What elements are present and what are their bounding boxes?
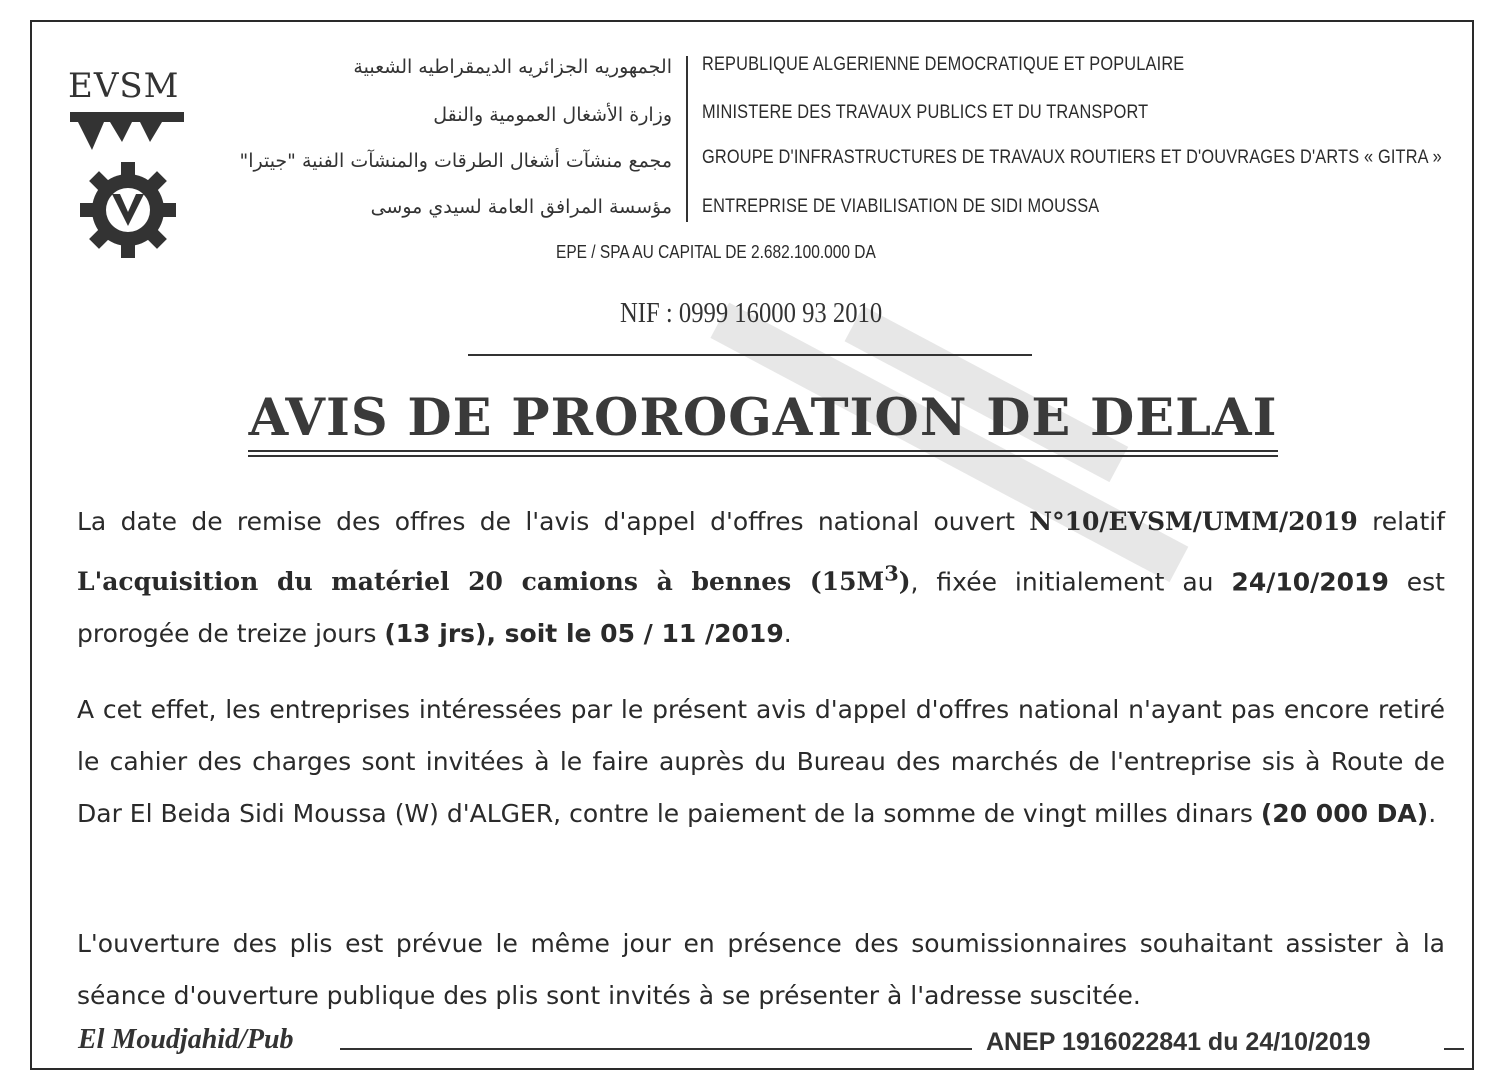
title-underline <box>248 450 1278 452</box>
header-french-line: ENTREPRISE DE VIABILISATION DE SIDI MOUSSA <box>702 196 1100 217</box>
tender-reference: N°10/EVSM/UMM/2019 <box>1029 507 1358 536</box>
fee-amount: (20 000 DA) <box>1260 799 1429 828</box>
title-underline <box>248 455 1278 457</box>
paragraph-deadline <box>77 496 1445 660</box>
paragraph-text: , fixée initialement au <box>910 567 1232 597</box>
tax-id: NIF : 0999 16000 93 2010 <box>620 298 883 329</box>
notice-title: AVIS DE PROROGATION DE DELAI <box>248 388 1278 448</box>
header-arabic-line: الجمهوريه الجزائريه الديمقراطيه الشعبية <box>353 56 672 78</box>
paragraph-text: est prorogée de treize jours <box>77 567 1445 649</box>
header-french-line: MINISTERE DES TRAVAUX PUBLICS ET DU TRANSPORT <box>702 102 1149 123</box>
paragraph-specifications <box>77 684 1445 840</box>
tender-subject <box>77 561 911 597</box>
company-logo-icon <box>70 112 190 272</box>
initial-date: 24/10/2019 <box>1231 567 1389 597</box>
subject-text: L'acquisition du matériel 20 camions à bennes (15M <box>77 567 885 597</box>
footer-rule <box>1444 1048 1464 1050</box>
subject-superscript: 3 <box>884 561 899 586</box>
paragraph-opening: L'ouverture des plis est prévue le même jour en présence des soumissionnaires souhaitant assister à la séance d'ouverture publique des plis sont invités à se présenter à l'adresse suscitée. <box>77 929 1445 1010</box>
header-divider <box>686 56 688 222</box>
new-deadline: (13 jrs), soit le 05 / 11 /2019 <box>384 619 784 649</box>
header-french-line: REPUBLIQUE ALGERIENNE DEMOCRATIQUE ET POPULAIRE <box>702 54 1185 75</box>
header-arabic-line: وزارة الأشغال العمومية والنقل <box>433 104 672 126</box>
header-arabic-line: مؤسسة المرافق العامة لسيدي موسى <box>370 196 672 218</box>
company-logo-text: EVSM <box>68 66 180 106</box>
paragraph-text: La date de remise des offres de l'avis d'appel d'offres national ouvert <box>77 507 1030 536</box>
publication-source: El Moudjahid/Pub <box>78 1024 294 1055</box>
paragraph-text: . <box>1428 799 1437 828</box>
paragraph-text: . <box>783 619 792 649</box>
footer-rule <box>340 1048 972 1050</box>
paragraph-text: relatif <box>1357 507 1445 536</box>
header-french-line: GROUPE D'INFRASTRUCTURES DE TRAVAUX ROUTIERS ET D'OUVRAGES D'ARTS « GITRA » <box>702 147 1442 168</box>
header-arabic-line: مجمع منشآت أشغال الطرقات والمنشآت الفنية "جيترا" <box>239 150 672 172</box>
header-rule <box>468 354 1032 356</box>
anep-reference: ANEP 1916022841 du 24/10/2019 <box>986 1028 1371 1056</box>
company-capital: EPE / SPA AU CAPITAL DE 2.682.100.000 DA <box>556 242 876 262</box>
subject-text-end: ) <box>898 567 911 597</box>
paragraph-text: A cet effet, les entreprises intéressées par le présent avis d'appel d'offres national n'ayant pas encore retiré le cahier des charges sont invitées à le faire auprès du Bureau des marchés de l'entreprise sis à Route de Dar El Beida Sidi Moussa (W) d'ALGER, contre le paiement de la somme de vingt milles dinars <box>77 695 1445 828</box>
